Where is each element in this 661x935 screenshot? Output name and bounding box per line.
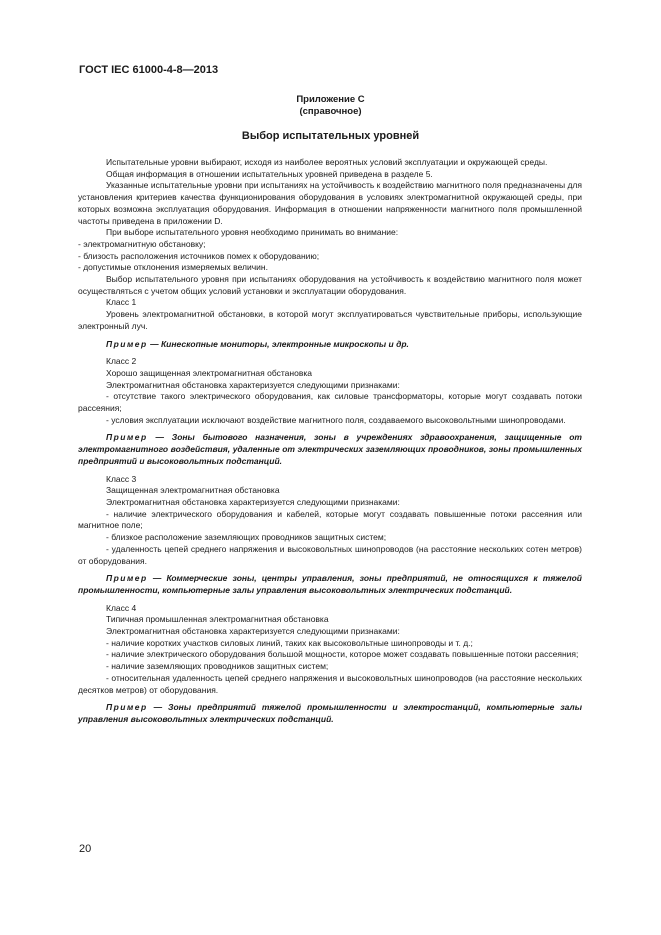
paragraph: Хорошо защищенная электромагнитная обстановка	[106, 367, 312, 378]
example-label: Пример	[106, 702, 148, 713]
list-item: - относительная удаленность цепей среднего напряжения и высоковольтных шинопроводов (на расстояние нескольких десятков метров) от оборудования.	[78, 672, 582, 695]
example-label: Пример	[106, 573, 148, 584]
example-note	[78, 432, 582, 467]
document-header: ГОСТ IEC 61000-4-8—2013	[79, 64, 219, 76]
class-heading: Класс 2	[106, 356, 137, 367]
list-item: - наличие заземляющих проводников защитных систем;	[106, 661, 329, 672]
example-label: Пример	[106, 432, 148, 443]
list-item: - близкое расположение заземляющих проводников защитных систем;	[106, 532, 387, 543]
list-item: - наличие коротких участков силовых линий, таких как высоковольтные шинопроводы и т. д.;	[106, 637, 473, 648]
example-text: — Коммерческие зоны, центры управления, зоны предприятий, не относящихся к тяжелой промышленности, компьютерные залы управления высоковольтных электрических подстанций.	[78, 573, 582, 595]
paragraph: Общая информация в отношении испытательных уровней приведена в разделе 5.	[106, 168, 433, 179]
paragraph: Уровень электромагнитной обстановки, в которой могут эксплуатироваться чувствительные приборы, использующие электронный луч.	[78, 309, 582, 331]
list-item: - близость расположения источников помех к оборудованию;	[78, 250, 320, 261]
appendix-type: (справочное)	[299, 106, 362, 117]
class-heading: Класс 1	[106, 297, 137, 308]
example-note	[78, 702, 582, 725]
list-item: - электромагнитную обстановку;	[78, 238, 206, 249]
page-number: 20	[79, 843, 92, 855]
example-note	[78, 339, 582, 351]
list-item: - отсутствие такого электрического оборудования, как силовые трансформаторы, которые могут создавать потоки рассеяния;	[78, 391, 582, 414]
class-heading: Класс 3	[106, 473, 137, 484]
list-item: - наличие электрического оборудования большой мощности, которое может создавать повышенные потоки рассеяния;	[106, 649, 579, 660]
appendix-label: Приложение С	[296, 94, 365, 105]
list-item: - условия эксплуатации исключают воздействие магнитного поля, создаваемого высоковольтными шинопроводами.	[106, 414, 566, 425]
section-title: Выбор испытательных уровней	[241, 130, 420, 142]
example-text: — Зоны предприятий тяжелой промышленности и электростанций, компьютерные залы управления высоковольтных электрических подстанций.	[78, 702, 582, 724]
list-item: - удаленность цепей среднего напряжения и высоковольтных шинопроводов (на расстояние нескольких сотен метров) от оборудования.	[78, 543, 582, 566]
example-text: — Зоны бытового назначения, зоны в учреждениях здравоохранения, защищенные от электромагнитного воздействия, удаленные от электрических заземляющих проводников, зоны промышленных предприятий и высоковольтных подстанций.	[78, 432, 582, 466]
class-heading: Класс 4	[106, 602, 137, 613]
paragraph: Типичная промышленная электромагнитная обстановка	[106, 614, 329, 625]
example-label: Пример	[106, 338, 148, 349]
example-text: — Кинескопные мониторы, электронные микроскопы и др.	[150, 338, 409, 349]
example-note	[78, 573, 582, 596]
document-body	[78, 157, 582, 732]
paragraph: При выборе испытательного уровня необходимо принимать во внимание:	[106, 227, 399, 238]
paragraph: Электромагнитная обстановка характеризуется следующими признаками:	[106, 496, 400, 507]
list-item: - наличие электрического оборудования и кабелей, которые могут создавать повышенные потоки рассеяния или магнитное поле;	[78, 508, 582, 531]
paragraph: Электромагнитная обстановка характеризуется следующими признаками:	[106, 626, 400, 637]
paragraph: Электромагнитная обстановка характеризуется следующими признаками:	[106, 379, 400, 390]
paragraph: Защищенная электромагнитная обстановка	[106, 485, 280, 496]
list-item: - допустимые отклонения измеряемых величин.	[78, 262, 268, 273]
paragraph: Указанные испытательные уровни при испытаниях на устойчивость к воздействию магнитного поля предназначены для установления критериев качества функционирования оборудования в условиях электромагнитной окружающей среды, при которых возможна эксплуатация оборудования. Информация в отношении напряженности магнитного поля промышленной частоты приведена в приложении D.	[78, 180, 582, 226]
paragraph: Испытательные уровни выбирают, исходя из наиболее вероятных условий эксплуатации и окружающей среды.	[106, 157, 548, 167]
paragraph: Выбор испытательного уровня при испытаниях оборудования на устойчивость к воздействию магнитного поля может осуществляться с учетом общих условий установки и эксплуатации оборудования.	[78, 274, 582, 296]
